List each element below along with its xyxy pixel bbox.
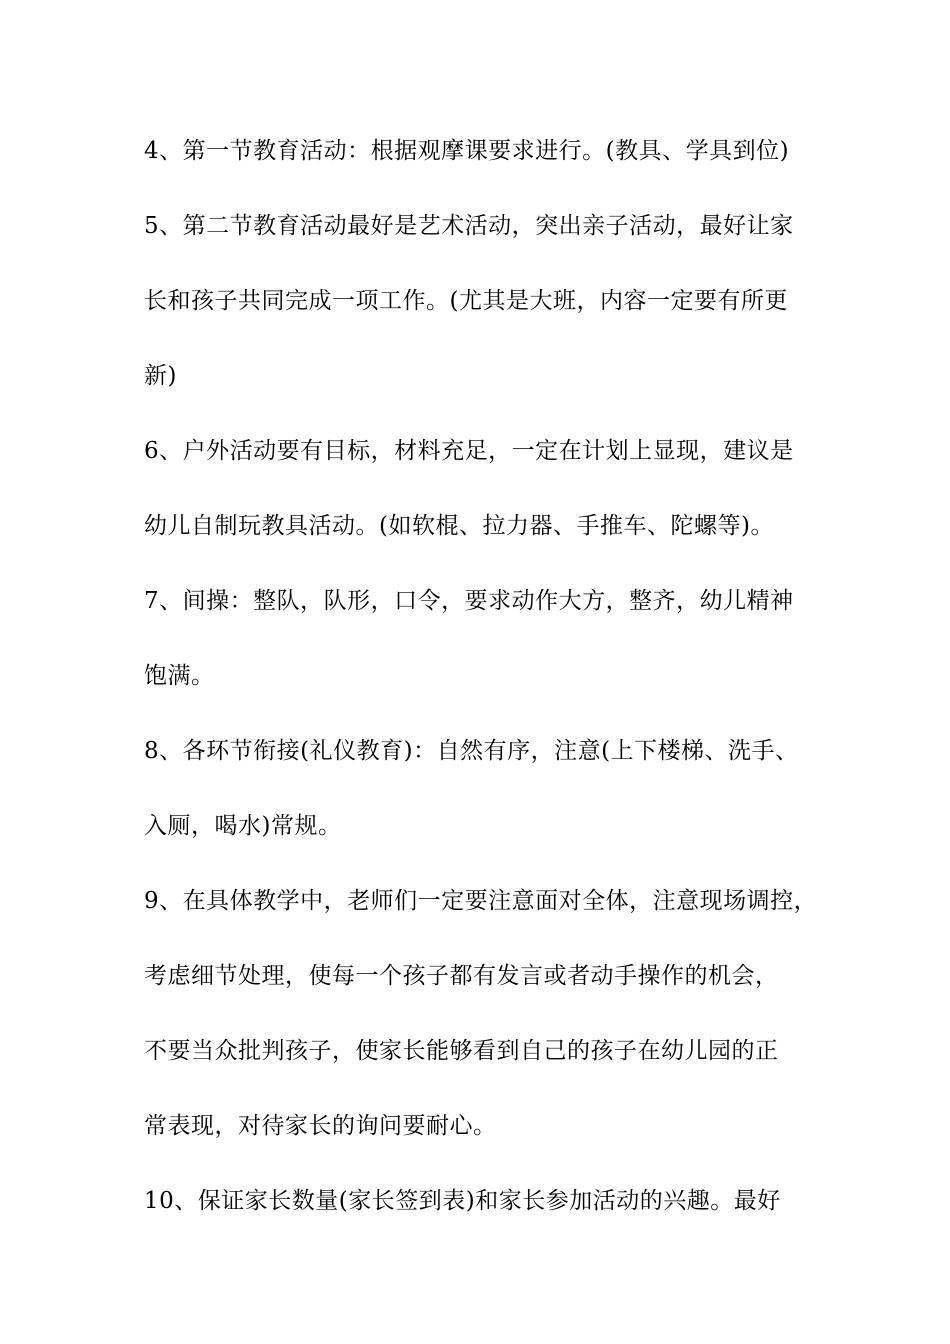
text-line: 入厕，喝水)常规。: [144, 813, 342, 839]
text-line: 7、间操：整队，队形，口令，要求动作大方，整齐，幼儿精神: [144, 588, 794, 614]
text-line: 常表现，对待家长的询问要耐心。: [144, 1113, 497, 1139]
text-line: 新): [144, 363, 177, 389]
text-line: 6、户外活动要有目标，材料充足，一定在计划上显现，建议是: [144, 438, 794, 464]
text-line: 饱满。: [144, 663, 215, 689]
text-line: 5、第二节教育活动最好是艺术活动，突出亲子活动，最好让家: [144, 213, 794, 239]
text-line: 10、保证家长数量(家长签到表)和家长参加活动的兴趣。最好: [144, 1188, 781, 1214]
text-line: 长和孩子共同完成一项工作。(尤其是大班，内容一定要有所更: [144, 288, 788, 314]
text-line: 幼儿自制玩教具活动。(如软棍、拉力器、手推车、陀螺等)。: [144, 513, 774, 539]
text-line: 考虑细节处理，使每一个孩子都有发言或者动手操作的机会，: [144, 963, 779, 989]
text-line: 9、在具体教学中，老师们一定要注意面对全体，注意现场调控，: [144, 888, 818, 914]
text-line: 不要当众批判孩子，使家长能够看到自己的孩子在幼儿园的正: [144, 1038, 779, 1064]
text-line: 4、第一节教育活动：根据观摩课要求进行。(教具、学具到位): [144, 138, 790, 164]
text-line: 8、各环节衔接(礼仪教育)：自然有序，注意(上下楼梯、洗手、: [144, 738, 799, 764]
